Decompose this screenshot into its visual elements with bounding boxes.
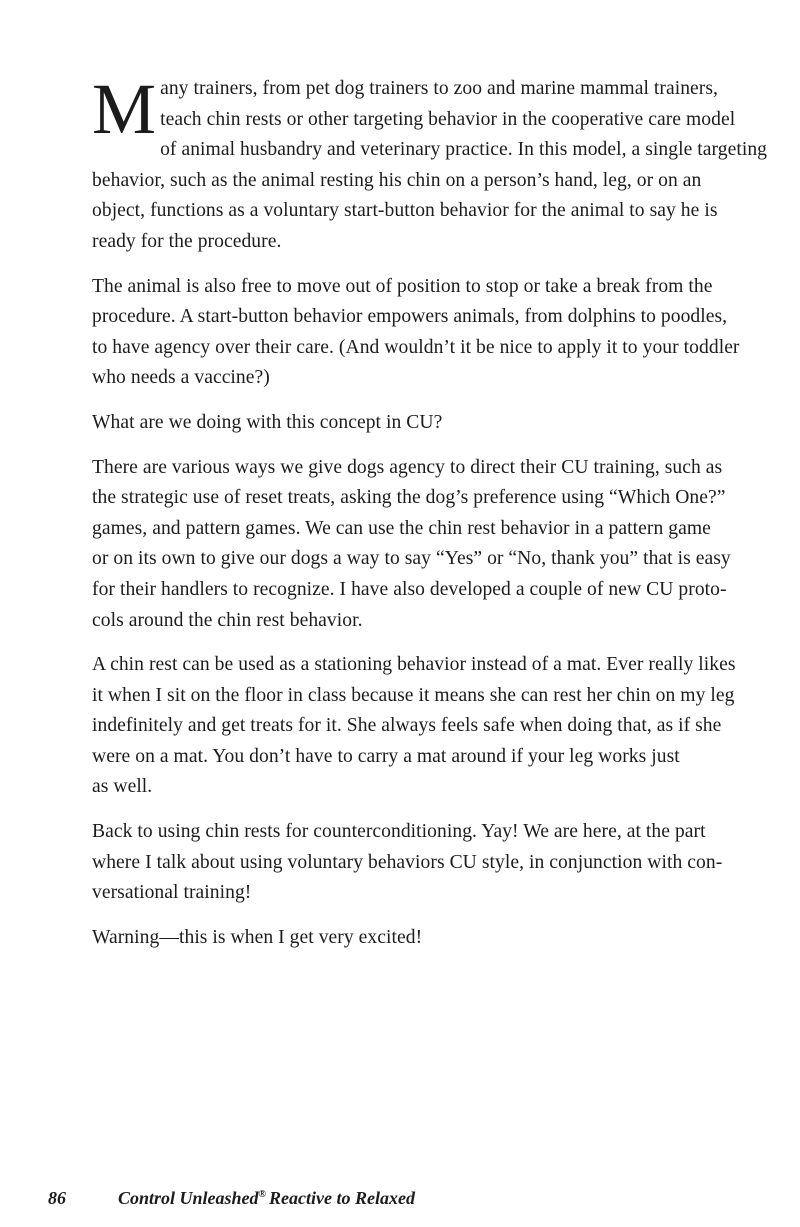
paragraph-6: Back to using chin rests for counterconditioning. Yay! We are here, at the part where I talk about using voluntary behaviors CU style, in conjunction with con- versational training! [92,821,723,904]
paragraph-2: The animal is also free to move out of position to stop or take a break from the procedure. A start-button behavior empowers animals, from dolphins to poodles, to have agency over their care. (And wouldn’t it be nice to apply it to your toddler who needs a vaccine?) [92,275,740,389]
registered-trademark-mark: ® [258,1189,267,1200]
running-title-part-1: Control Unleashed [118,1188,259,1208]
paragraph-1-text: any trainers, from pet dog trainers to zoo and marine mammal trainers, teach chin rests or other targeting behavior in the cooperative care model of animal husbandry and veterinary practice. In this model, a single targeting behavior, such as the animal resting his chin on a person’s hand, leg, or on an object, functions as a voluntary start-button behavior for the animal to say he is ready for the procedure. [92,78,768,252]
page-footer [0,1188,800,1218]
paragraph-7: Warning—this is when I get very excited! [92,926,423,948]
chapter-body [92,69,792,967]
drop-cap: M [92,69,157,149]
paragraph-4: There are various ways we give dogs agency to direct their CU training, such as the strategic use of reset treats, asking the dog’s preference using “Which One?” games, and pattern games. We can use the chin rest behavior in a pattern game or on its own to give our dogs a way to say “Yes” or “No, thank you” that is easy for their handlers to recognize. I have also developed a couple of new CU proto- cols around the chin rest behavior. [92,456,731,631]
paragraph-3: What are we doing with this concept in CU? [92,411,443,433]
paragraph-5: A chin rest can be used as a stationing behavior instead of a mat. Ever really likes it when I sit on the floor in class because it means she can rest her chin on my leg indefinitely and get treats for it. She always feels safe when doing that, as if she were on a mat. You don’t have to carry a mat around if your leg works just as well. [92,654,736,798]
page-number: 86 [48,1188,66,1208]
running-title [118,1188,415,1209]
paragraph-1 [92,69,792,258]
running-title-part-2: Reactive to Relaxed [269,1188,415,1208]
